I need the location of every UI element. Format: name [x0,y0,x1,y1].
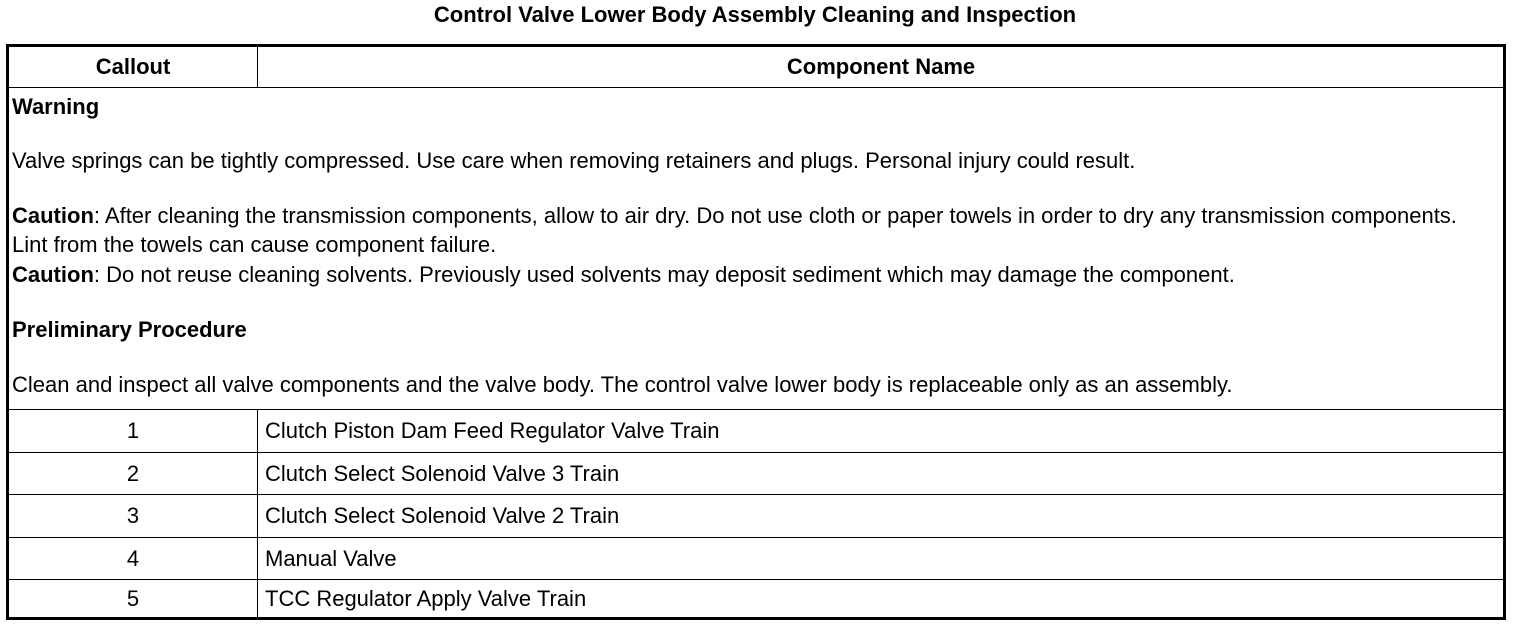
callout-cell: 2 [9,453,258,494]
callout-cell: 4 [9,538,258,579]
component-table [6,44,1506,620]
component-name-cell: Clutch Select Solenoid Valve 3 Train [265,460,620,486]
callout-column-header: Callout [9,47,258,87]
caution-label: Caution [12,262,94,287]
component-name-cell: Clutch Piston Dam Feed Regulator Valve Train [265,418,720,443]
caution-note-1 [12,201,1497,259]
warning-heading: Warning [12,94,100,119]
component-name-cell: Manual Valve [265,545,397,571]
callout-cell: 1 [9,410,258,452]
callout-cell: 3 [9,495,258,537]
table-row [9,538,1503,580]
caution-text-1: : After cleaning the transmission components, allow to air dry. Do not use cloth or paper towels in order to dry any transmission components. Lint from the towels can cause component failure. [12,203,1457,257]
warning-text: Valve springs can be tightly compressed. Use care when removing retainers and plugs. Personal injury could result. [12,148,1136,173]
table-row [9,410,1503,453]
component-name-column-header: Component Name [786,54,976,79]
procedure-text: Clean and inspect all valve components and the valve body. The control valve lower body is replaceable only as an assembly. [12,372,1233,397]
component-name-cell: TCC Regulator Apply Valve Train [265,585,587,611]
component-name-cell: Clutch Select Solenoid Valve 2 Train [265,503,620,528]
caution-label: Caution [12,203,94,228]
notes-section [9,88,1503,410]
callout-cell: 5 [9,580,258,617]
page-title: Control Valve Lower Body Assembly Cleaning and Inspection [433,2,1077,27]
caution-note-2 [12,260,1497,289]
caution-text-2: : Do not reuse cleaning solvents. Previously used solvents may deposit sediment which may damage the component. [93,262,1235,287]
table-row [9,580,1503,617]
procedure-heading: Preliminary Procedure [12,317,247,342]
table-row [9,495,1503,538]
table-header-row [9,47,1503,88]
table-row [9,453,1503,495]
